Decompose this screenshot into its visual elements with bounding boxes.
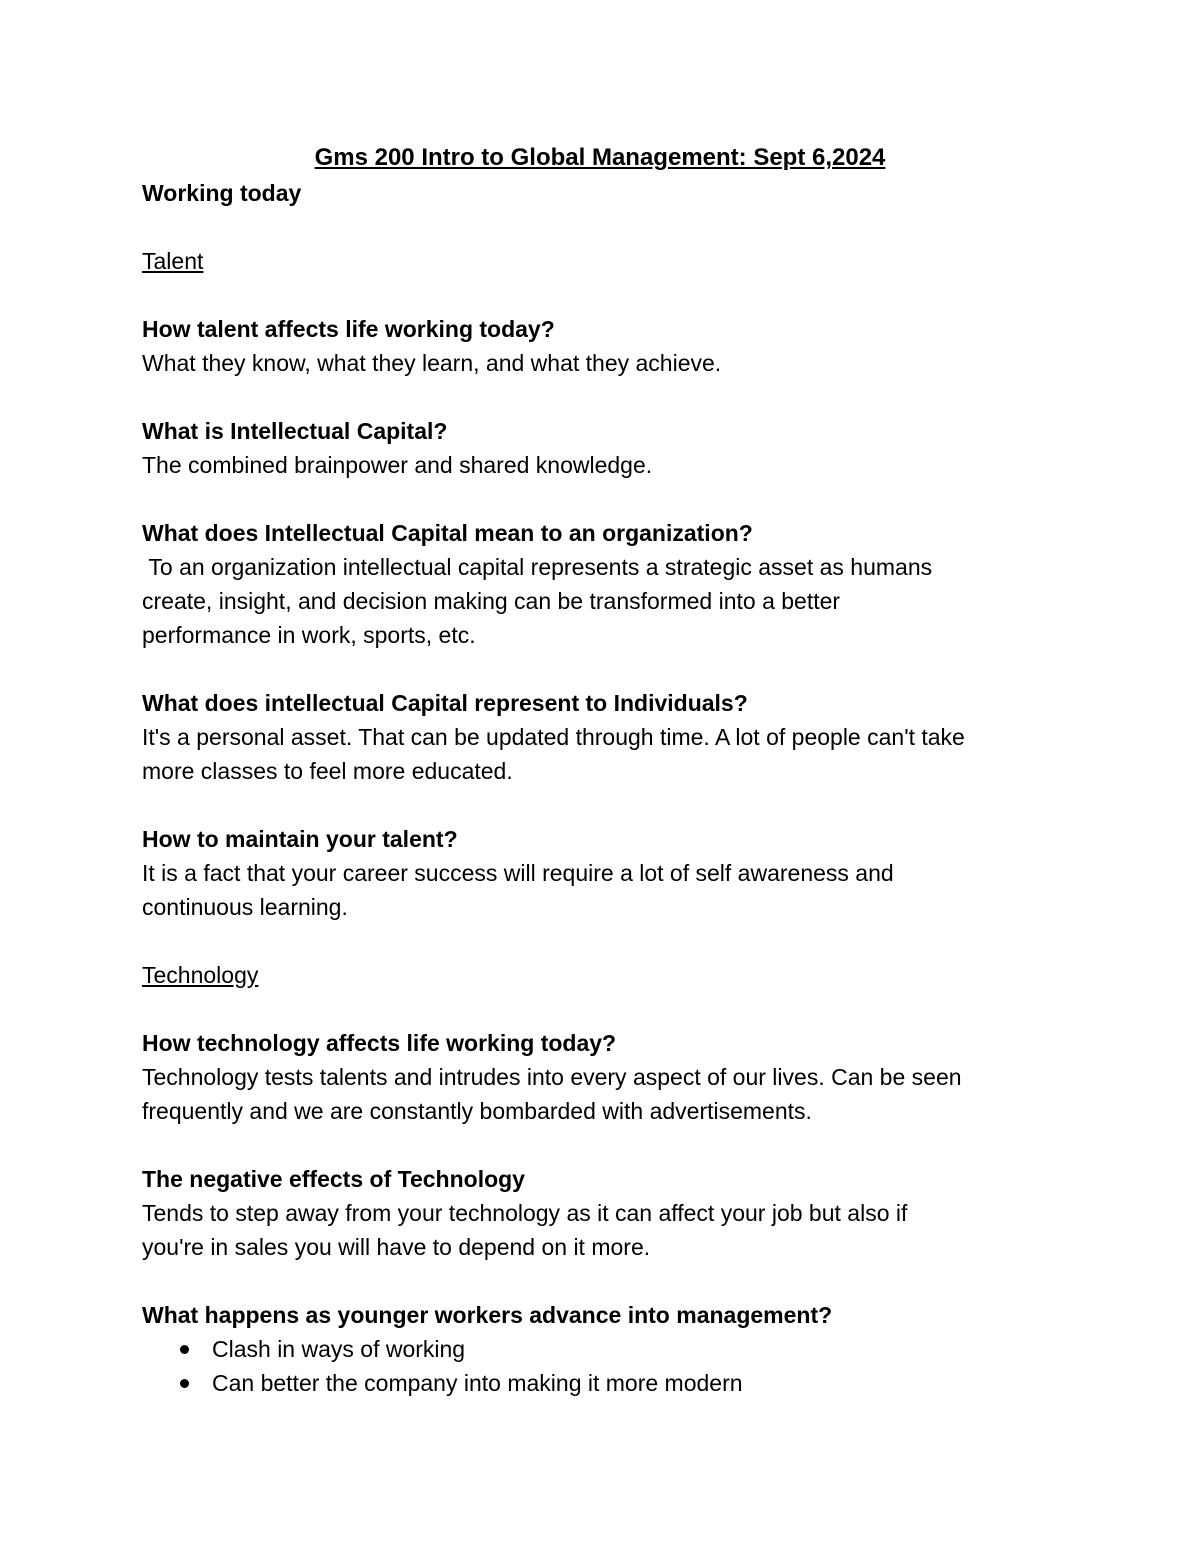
section-heading-talent: Talent [142,248,204,274]
answer-text-line: It is a fact that your career success will require a lot of self awareness and [142,860,894,886]
document-title: Gms 200 Intro to Global Management: Sept 6,2024 [314,144,886,171]
document-body [142,140,1072,1400]
question-heading: What does intellectual Capital represent to Individuals? [142,690,748,716]
question-heading: The negative effects of Technology [142,1166,525,1192]
section-heading-technology: Technology [142,962,259,988]
bullet-icon [180,1379,189,1388]
spacer [142,278,1072,312]
spacer [142,380,1072,414]
question-heading: How talent affects life working today? [142,316,555,342]
document-subtitle: Working today [142,180,302,206]
answer-text-line: Technology tests talents and intrudes into every aspect of our lives. Can be seen [142,1064,962,1090]
spacer [142,482,1072,516]
answer-text-line: create, insight, and decision making can be transformed into a better [142,588,841,614]
question-heading: What happens as younger workers advance into management? [142,1302,833,1328]
spacer [142,992,1072,1026]
answer-text: What they know, what they learn, and what they achieve. [142,350,722,376]
bullet-list [142,1332,1072,1400]
list-item-text: Clash in ways of working [212,1336,466,1362]
spacer [142,210,1072,244]
spacer [142,924,1072,958]
answer-text-line: Tends to step away from your technology as it can affect your job but also if [142,1200,908,1226]
list-item [142,1332,1072,1366]
answer-text-line: you're in sales you will have to depend on it more. [142,1234,651,1260]
answer-text-line: It's a personal asset. That can be updated through time. A lot of people can't take [142,724,965,750]
spacer [142,652,1072,686]
question-heading: What is Intellectual Capital? [142,418,448,444]
question-heading: What does Intellectual Capital mean to an organization? [142,520,753,546]
question-heading: How technology affects life working today? [142,1030,617,1056]
spacer [142,1128,1072,1162]
answer-text: The combined brainpower and shared knowledge. [142,452,653,478]
spacer [142,1264,1072,1298]
bullet-icon [180,1345,189,1354]
question-heading: How to maintain your talent? [142,826,458,852]
answer-text-line: To an organization intellectual capital represents a strategic asset as humans [142,554,933,580]
answer-text-line: frequently and we are constantly bombarded with advertisements. [142,1098,812,1124]
answer-text-line: performance in work, sports, etc. [142,622,476,648]
answer-text-line: continuous learning. [142,894,348,920]
answer-text-line: more classes to feel more educated. [142,758,513,784]
list-item-text: Can better the company into making it more modern [212,1370,743,1396]
spacer [142,788,1072,822]
list-item [142,1366,1072,1400]
